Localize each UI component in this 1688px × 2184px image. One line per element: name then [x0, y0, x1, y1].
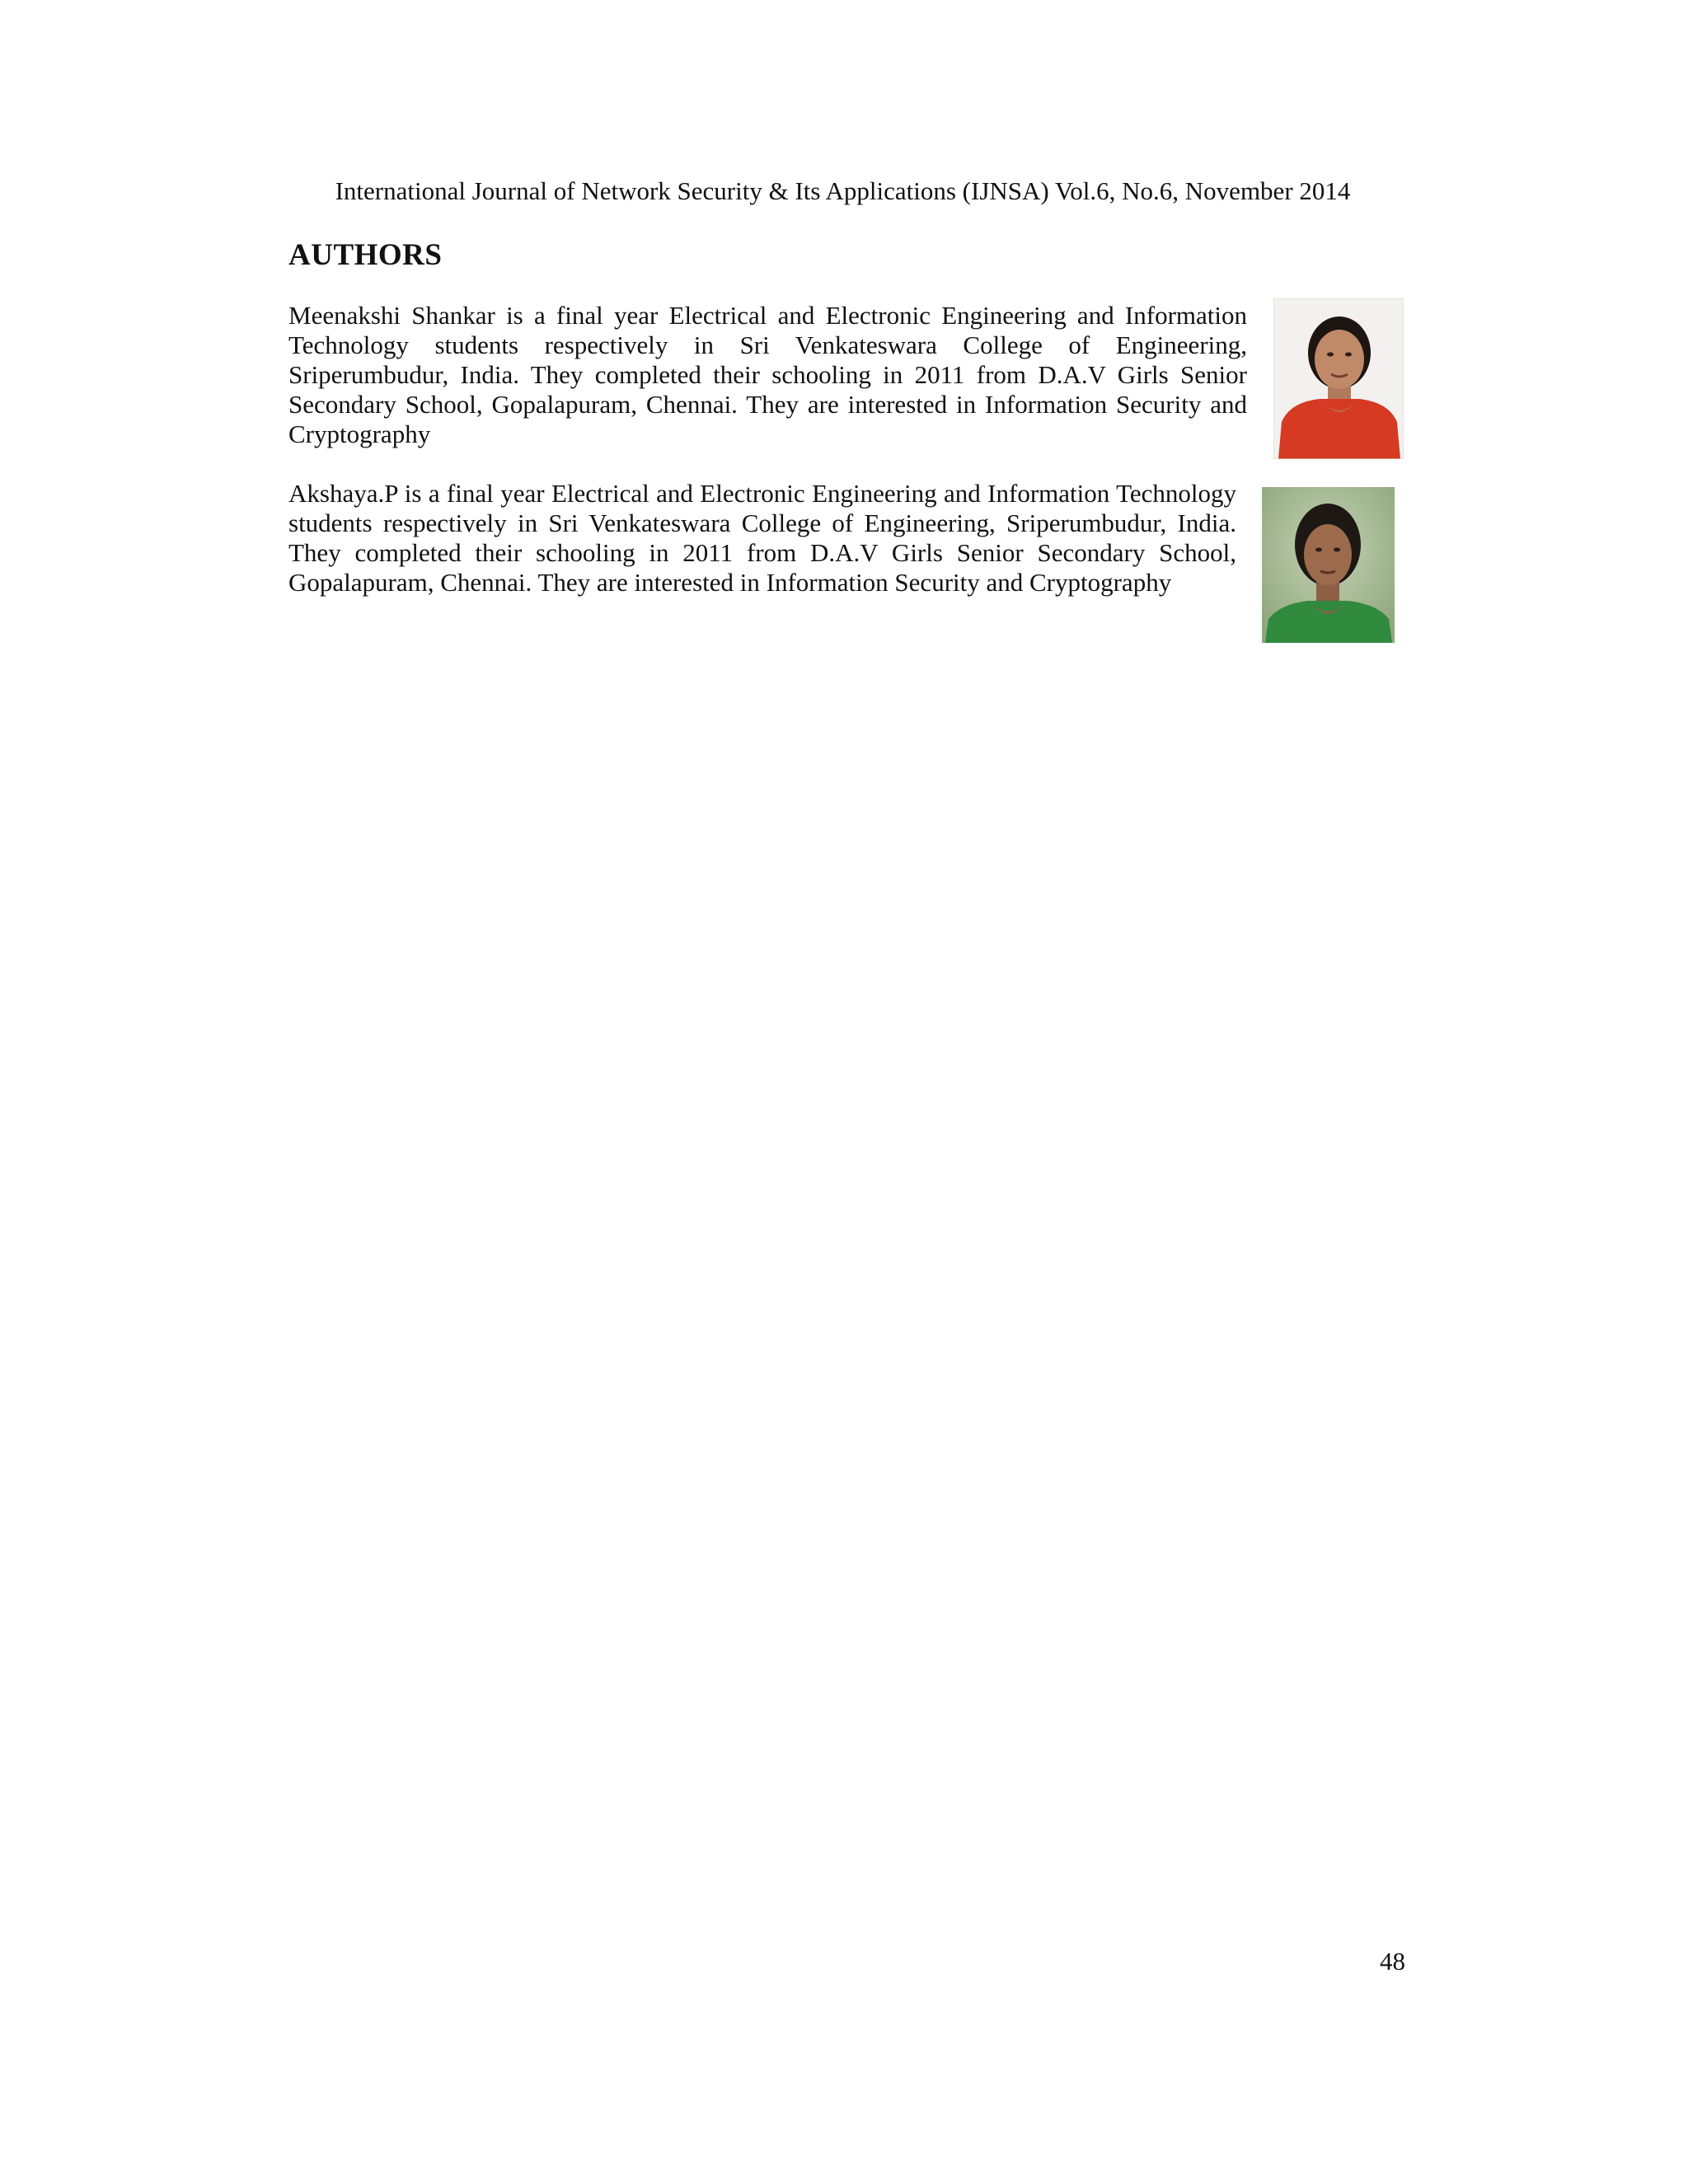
author-photo-akshaya — [1262, 487, 1395, 643]
author-photo-akshaya-image — [1262, 487, 1395, 643]
section-title: AUTHORS — [288, 238, 443, 272]
author-photo-meenakshi — [1273, 298, 1404, 459]
author-bio-akshaya: Akshaya.P is a final year Electrical and Electronic Engineering and Information Technology students respectively in Sri Venkateswara College of Engineering, Sriperumbudur, India. They completed their schooling in 2011 from D.A.V Girls Senior Secondary School, Gopalapuram, Chennai. They are interested in Information Security and Cryptography — [288, 479, 1236, 597]
author-bio-meenakshi: Meenakshi Shankar is a final year Electrical and Electronic Engineering and Information Technology students respectively in Sri Venkateswara College of Engineering, Sriperumbudur, India. They completed their schooling in 2011 from D.A.V Girls Senior Secondary School, Gopalapuram, Chennai. They are interested in Information Security and Cryptography — [288, 301, 1247, 448]
author-photo-meenakshi-image — [1273, 298, 1404, 459]
page-number: 48 — [1380, 1947, 1405, 1975]
running-header: International Journal of Network Security & Its Applications (IJNSA) Vol.6, No.6, November 2014 — [335, 176, 1351, 205]
